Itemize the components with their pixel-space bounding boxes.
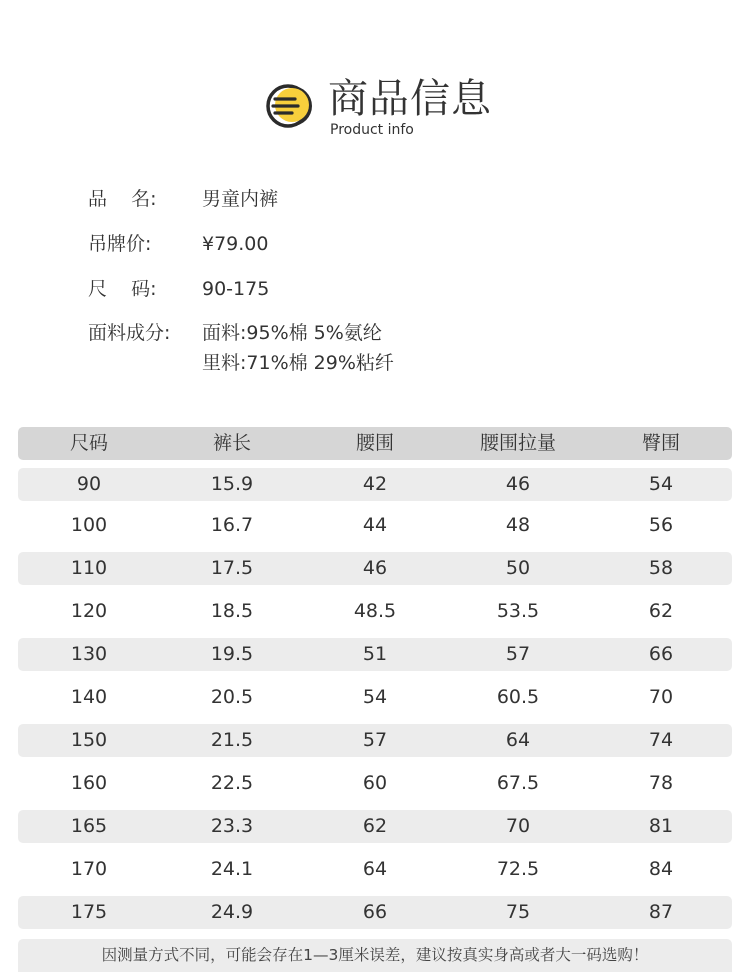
table-cell: 66 [648,643,674,665]
fabric-value-lining: 里料:71%棉 29%粘纤 [202,352,394,374]
table-row [18,810,732,843]
table-cell: 75 [505,901,531,923]
table-row [18,767,732,800]
table-row [18,853,732,886]
table-cell: 70 [648,686,674,708]
size-label: 尺 码: [88,278,157,300]
table-cell: 46 [362,557,388,579]
table-cell: 42 [362,473,388,495]
table-cell: 64 [362,858,388,880]
table-row [18,724,732,757]
table-cell: 46 [505,473,531,495]
table-cell: 81 [648,815,674,837]
table-row [18,552,732,585]
table-header-cell: 臀围 [641,432,680,454]
table-cell: 50 [505,557,531,579]
table-cell: 74 [648,729,674,751]
table-cell: 23.3 [210,815,254,837]
table-cell: 21.5 [210,729,254,751]
table-cell: 110 [70,557,108,579]
table-cell: 56 [648,514,674,536]
table-cell: 24.9 [210,901,254,923]
table-cell: 130 [70,643,108,665]
table-cell: 15.9 [210,473,254,495]
table-header-cell: 腰围 [355,432,394,454]
table-cell: 53.5 [496,600,540,622]
table-header-cell: 腰围拉量 [479,432,556,454]
table-cell: 84 [648,858,674,880]
table-row [18,896,732,929]
product-info-header [262,76,522,140]
table-cell: 24.1 [210,858,254,880]
table-cell: 60 [362,772,388,794]
table-header-cell: 尺码 [69,432,108,454]
page-subtitle: Product info [330,122,414,138]
name-value: 男童内裤 [202,188,279,210]
table-cell: 48.5 [353,600,397,622]
table-header-row [18,427,732,460]
table-cell: 51 [362,643,388,665]
page-title: 商品信息 [328,76,492,122]
document-lines-icon [262,82,314,130]
table-cell: 160 [70,772,108,794]
fabric-label: 面料成分: [88,322,171,344]
table-cell: 57 [505,643,531,665]
table-cell: 165 [70,815,108,837]
table-cell: 150 [70,729,108,751]
table-cell: 62 [648,600,674,622]
table-cell: 87 [648,901,674,923]
table-cell: 16.7 [210,514,254,536]
table-row [18,468,732,501]
table-header-cell: 裤长 [212,432,251,454]
table-cell: 170 [70,858,108,880]
table-cell: 17.5 [210,557,254,579]
table-row [18,509,732,542]
table-cell: 54 [648,473,674,495]
table-cell: 78 [648,772,674,794]
size-value: 90-175 [202,278,270,300]
table-cell: 44 [362,514,388,536]
table-cell: 58 [648,557,674,579]
fabric-value-outer: 面料:95%棉 5%氨纶 [202,322,382,344]
table-cell: 100 [70,514,108,536]
table-cell: 64 [505,729,531,751]
table-cell: 72.5 [496,858,540,880]
table-cell: 48 [505,514,531,536]
table-cell: 18.5 [210,600,254,622]
table-cell: 20.5 [210,686,254,708]
price-value: ¥79.00 [202,233,269,255]
table-cell: 62 [362,815,388,837]
table-cell: 120 [70,600,108,622]
table-cell: 90 [76,473,102,495]
table-row [18,681,732,714]
table-cell: 22.5 [210,772,254,794]
table-cell: 57 [362,729,388,751]
table-cell: 60.5 [496,686,540,708]
table-cell: 175 [70,901,108,923]
price-label: 吊牌价: [88,233,152,255]
table-row [18,638,732,671]
table-cell: 66 [362,901,388,923]
measurement-note: 因测量方式不同，可能会存在1—3厘米误差，建议按真实身高或者大一码选购！ [18,939,732,972]
table-cell: 67.5 [496,772,540,794]
table-cell: 70 [505,815,531,837]
table-cell: 140 [70,686,108,708]
table-row [18,595,732,628]
name-label: 品 名: [88,188,157,210]
table-cell: 54 [362,686,388,708]
table-cell: 19.5 [210,643,254,665]
